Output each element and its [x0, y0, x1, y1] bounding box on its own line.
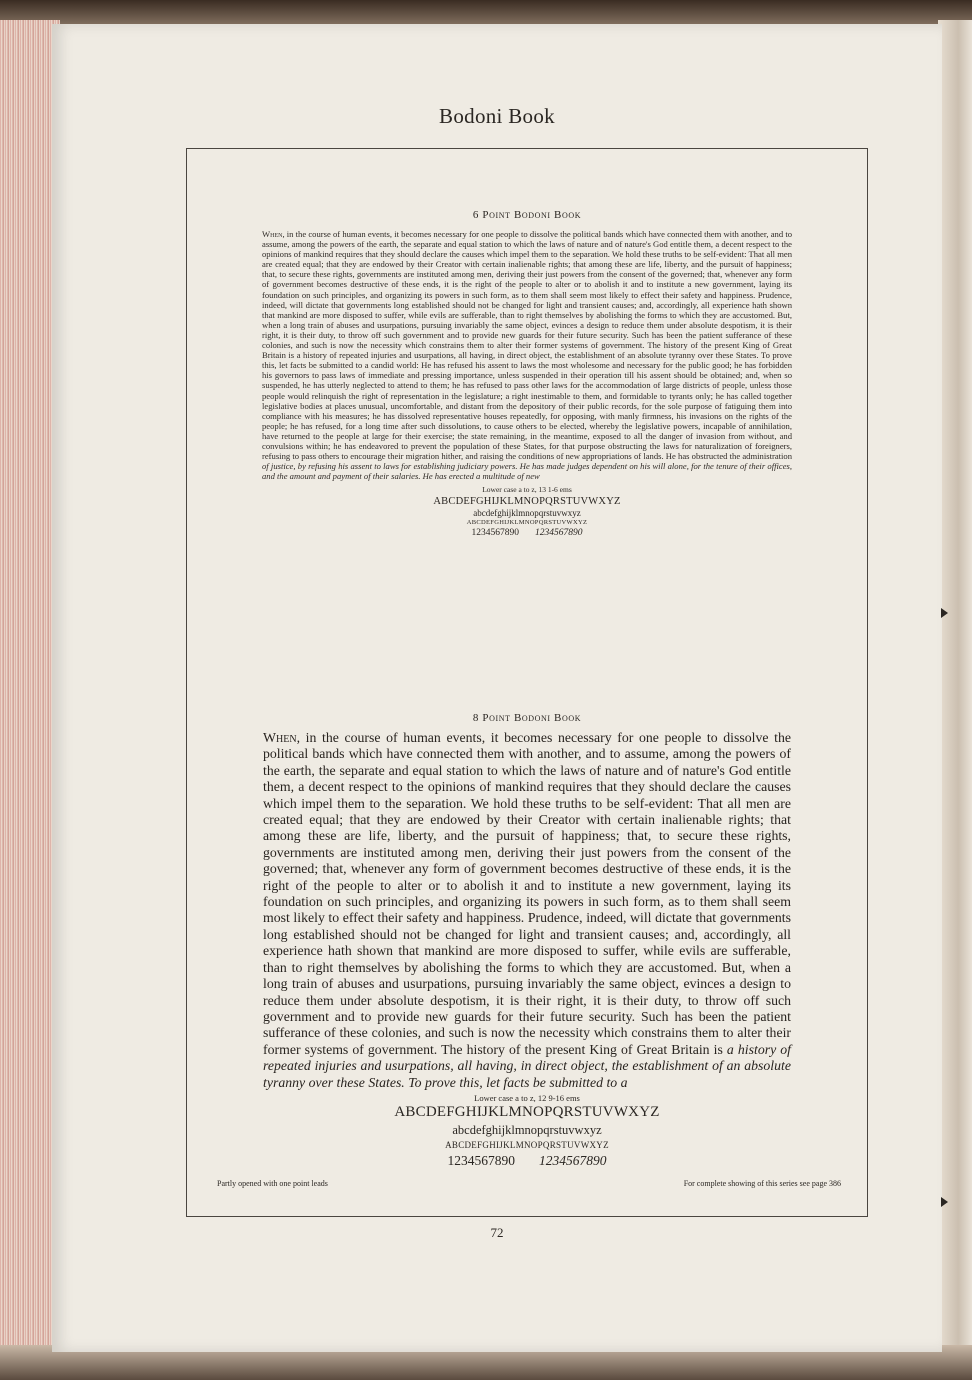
body-roman: in the course of human events, it becomes necessary for one people to dissolve the political bands which have connected them with another, and to assume, among the powers of the earth, the separate and equal station to which the laws of nature and of nature's God entitle them, a decent respect to the opinions of mankind requires that they should declare the causes which impel them to the separation. We hold these truths to be self-evident: That all men are created equal; that they are endowed by their Creator with certain inalienable rights; that among these are life, liberty, and the pursuit of happiness; that, to secure these rights, governments are instituted among men, deriving their just powers from the consent of the governed; that, whenever any form of government becomes destructive of these ends, it is the right of the people to alter or to abolish it and to institute a new government, laying its foundation on such principles, and organizing its powers in such form, as to them shall seem most likely to effect their safety and happiness. Prudence, indeed, will dictate that governments long established should not be changed for light and transient causes; and, accordingly, all experience hath shown that mankind are more disposed to suffer, while evils are sufferable, than to right themselves by abolishing the forms to which they are accustomed. But, when a long train of abuses and usurpations, pursuing invariably the same object, evinces a design to reduce them under absolute despotism, it is their right, it is their duty, to throw off such government and to provide new guards for their future security. Such has been the patient sufferance of these colonies, and such is now the necessity which constrains them to alter their former systems of government. The history of the present King of Great Britain is a history of repeated injuries and usurpations, all having, in direct object, the establishment of an absolute tyranny over these States. To prove this, let facts be submitted to a candid world: He has refused his assent to laws the most wholesome and necessary for the public good; he has forbidden his governors to pass laws of immediate and pressing importance, unless suspended in their operation till his assent should be obtained; and, when so suspended, he has utterly neglected to attend to them; he has refused to pass other laws for the accommodation of large districts of people, unless those people would relinquish the right of representation in the legislature; a right inestimable to them, and formidable to tyrants only; he has called together legislative bodies at places unusual, uncomfortable, and distant from the depository of their public records, for the sole purpose of fatiguing them into compliance with his measures; he has dissolved representative houses repeatedly, for opposing, with manly firmness, his invasions on the rights of the people; he has refused, for a long time after such dissolutions, to cause others to be elected, whereby the legislative powers, incapable of annihilation, have returned to the people at large for their exercise; the state remaining, in the meantime, exposed to all the danger of invasion from without, and convulsions within; he has endeavored to prevent the population of these States, for that purpose obstructing the laws for naturalization of foreigners, refusing to pass others to encourage their migration hither, and raising the conditions of new appropriations of lands. He has obstructed the administration — [262, 229, 792, 462]
numerals-roman: 1234567890 — [447, 1152, 515, 1168]
book-right-edge — [938, 20, 972, 1360]
thumb-index-mark — [941, 1197, 948, 1207]
footnote-leading: Partly opened with one point leads — [217, 1179, 328, 1188]
numerals-line — [187, 1153, 867, 1169]
numerals-italic: 1234567890 — [535, 528, 583, 539]
lead-word: When, — [262, 229, 285, 239]
thumb-index-mark — [941, 608, 948, 618]
specimen-body-text — [263, 730, 791, 1091]
page-number: 72 — [490, 1225, 504, 1240]
lowercase-line: abcdefghijklmnopqrstuvwxyz — [452, 1122, 602, 1137]
specimen-body-text — [262, 229, 792, 481]
capitals-line: ABCDEFGHIJKLMNOPQRSTUVWXYZ — [433, 496, 621, 508]
specimen-6-point — [187, 209, 867, 538]
running-head: Bodoni Book — [439, 104, 555, 128]
lead-word: When, — [263, 730, 301, 745]
lowercase-line: abcdefghijklmnopqrstuvwxyz — [473, 508, 581, 519]
small-caps-line: ABCDEFGHIJKLMNOPQRSTUVWXYZ — [466, 519, 588, 527]
specimen-title: 6 Point Bodoni Book — [472, 209, 582, 221]
specimen-title: 8 Point Bodoni Book — [472, 712, 582, 724]
alphabet-length-caption: Lower case a to z, 12 9-16 ems — [474, 1092, 580, 1103]
specimen-frame — [186, 148, 868, 1217]
page-stack-edge — [0, 20, 60, 1360]
body-italic: a history of repeated injuries and usurpations, all having, in direct object, the establishment of an absolute tyranny over these States. To prove this, let facts be submitted to a — [263, 1041, 792, 1090]
alphabet-length-caption: Lower case a to z, 13 1-6 ems — [482, 485, 572, 495]
numerals-italic: 1234567890 — [539, 1152, 607, 1168]
specimen-8-point — [187, 712, 867, 1169]
capitals-line: ABCDEFGHIJKLMNOPQRSTUVWXYZ — [394, 1103, 660, 1120]
footnote-see-page: For complete showing of this series see page 386 — [683, 1179, 841, 1188]
body-roman: in the course of human events, it becomes necessary for one people to dissolve the political bands which have connected them with another, and to assume, among the powers of the earth, the separate and equal station to which the laws of nature and of nature's God entitle them, a decent respect to the opinions of mankind requires that they should declare the causes which impel them to the separation. We hold these truths to be self-evident: That all men are created equal; that they are endowed by their Creator with certain inalienable rights; that among these are life, liberty, and the pursuit of happiness; that, to secure these rights, governments are instituted among men, deriving their just powers from the consent of the governed; that, whenever any form of government becomes destructive of these ends, it is the right of the people to alter or to abolish it and to institute a new government, laying its foundation on such principles, and organizing its powers in such form, as to them shall seem most likely to effect their safety and happiness. Prudence, indeed, will dictate that governments long established should not be changed for light and transient causes; and, accordingly, all experience hath shown that mankind are more disposed to suffer, while evils are sufferable, than to right themselves by abolishing the forms to which they are accustomed. But, when a long train of abuses and usurpations, pursuing invariably the same object, evinces a design to reduce them under absolute despotism, it is their right, it is their duty, to throw off such government and to provide new guards for their future security. Such has been the patient sufferance of these colonies, and such is now the necessity which constrains them to alter their former systems of government. The history of the present King of Great Britain is — [263, 730, 791, 1057]
body-italic: of justice, by refusing his assent to laws for establishing judiciary powers. He has made judges dependent on his will alone, for the tenure of their offices, and the amount and payment of their salaries. He has erected a multitude of new — [262, 461, 792, 482]
numerals-roman: 1234567890 — [471, 528, 519, 539]
book-page — [52, 24, 942, 1352]
small-caps-line: ABCDEFGHIJKLMNOPQRSTUVWXYZ — [445, 1139, 609, 1150]
numerals-line — [187, 528, 867, 538]
